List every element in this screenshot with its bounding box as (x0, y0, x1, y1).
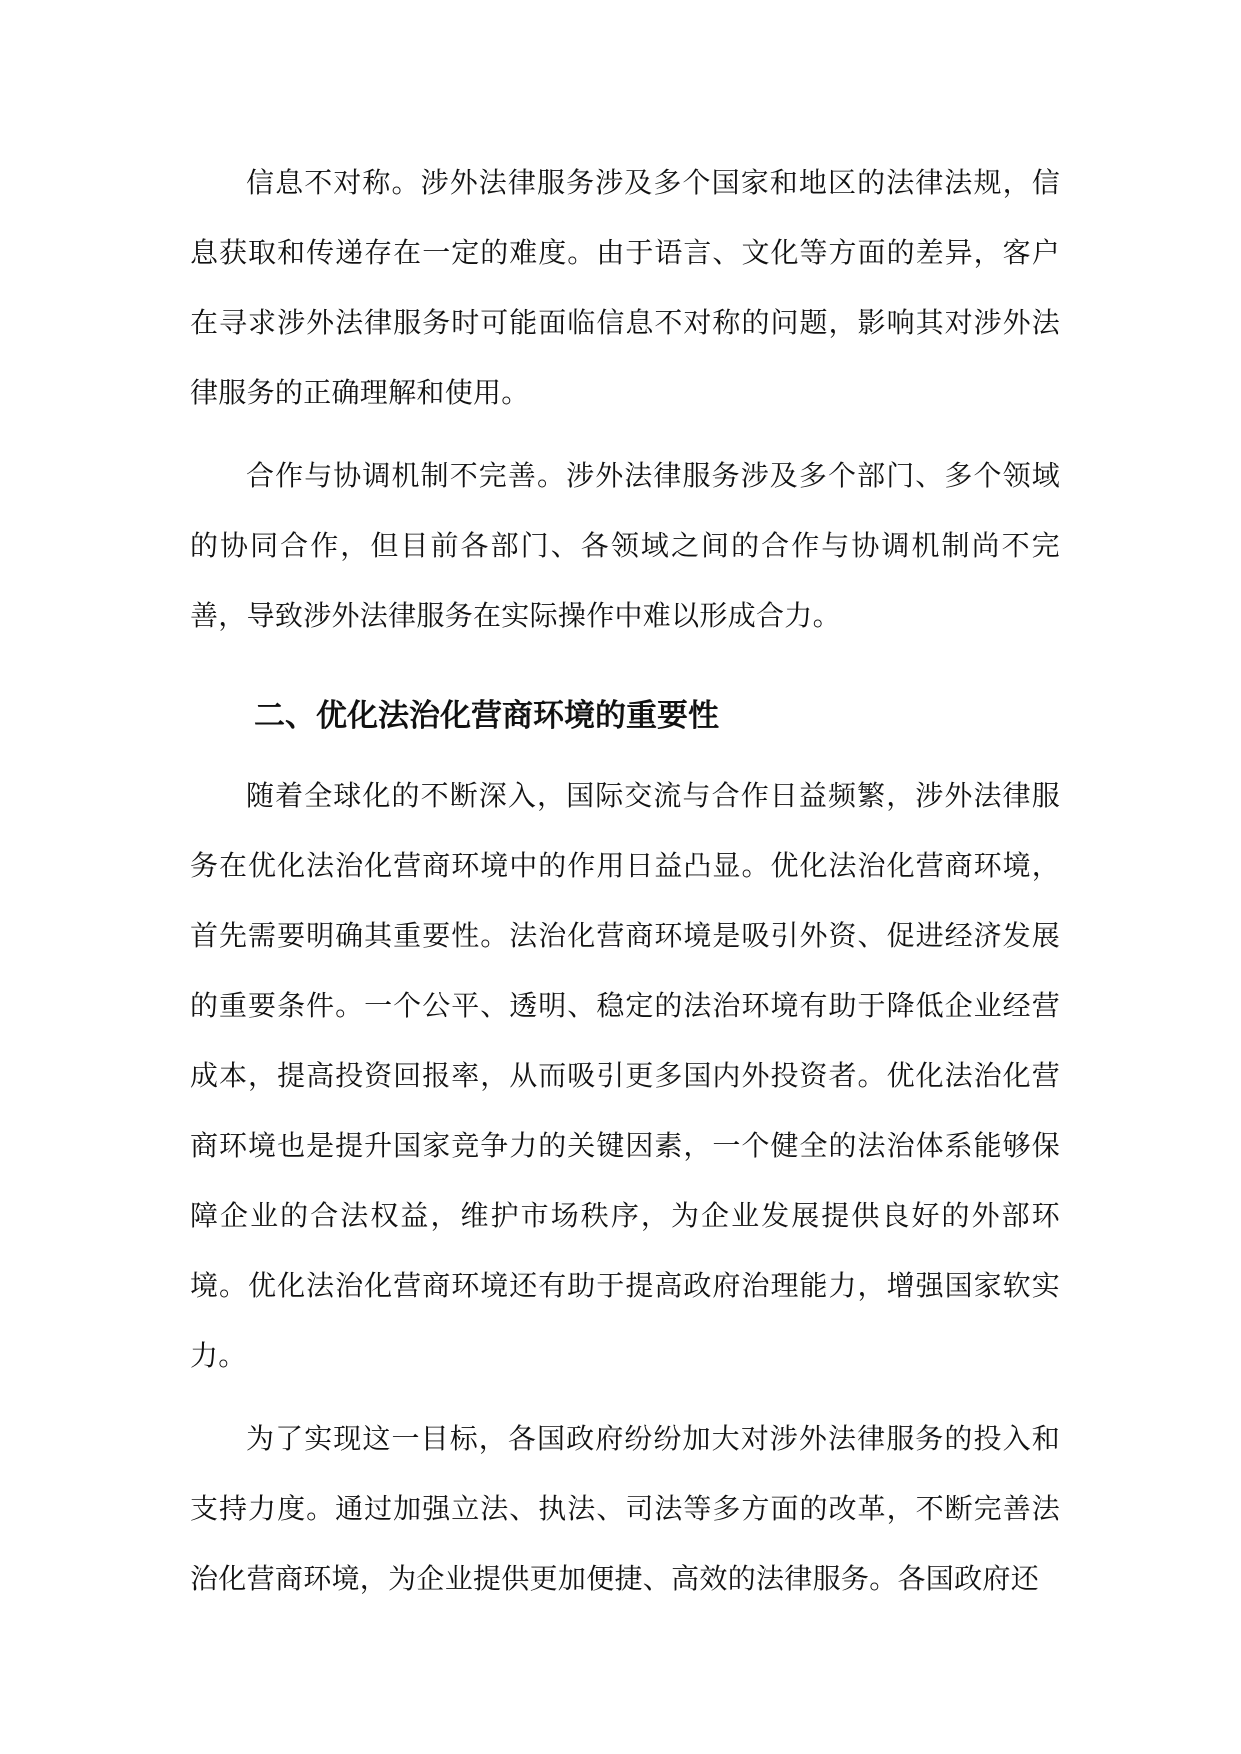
paragraph-information-asymmetry: 信息不对称。涉外法律服务涉及多个国家和地区的法律法规，信息获取和传递存在一定的难度。由于语言、文化等方面的差异，客户在寻求涉外法律服务时可能面临信息不对称的问题，影响其对涉外法律服务的正确理解和使用。 (190, 166, 1060, 409)
paragraph-cooperation-mechanism: 合作与协调机制不完善。涉外法律服务涉及多个部门、多个领域的协同合作，但目前各部门、各领域之间的合作与协调机制尚不完善，导致涉外法律服务在实际操作中难以形成合力。 (190, 459, 1060, 632)
section-heading: 二、优化法治化营商环境的重要性 (254, 698, 719, 734)
document-body (190, 148, 1060, 1627)
paragraph-importance: 随着全球化的不断深入，国际交流与合作日益频繁，涉外法律服务在优化法治化营商环境中的作用日益凸显。优化法治化营商环境，首先需要明确其重要性。法治化营商环境是吸引外资、促进经济发展的重要条件。一个公平、透明、稳定的法治环境有助于降低企业经营成本，提高投资回报率，从而吸引更多国内外投资者。优化法治化营商环境也是提升国家竞争力的关键因素，一个健全的法治体系能够保障企业的合法权益，维护市场秩序，为企业发展提供良好的外部环境。优化法治化营商环境还有助于提高政府治理能力，增强国家软实力。 (190, 779, 1060, 1372)
paragraph-government-efforts: 为了实现这一目标，各国政府纷纷加大对涉外法律服务的投入和支持力度。通过加强立法、执法、司法等多方面的改革，不断完善法治化营商环境，为企业提供更加便捷、高效的法律服务。各国政府还 (190, 1422, 1060, 1595)
